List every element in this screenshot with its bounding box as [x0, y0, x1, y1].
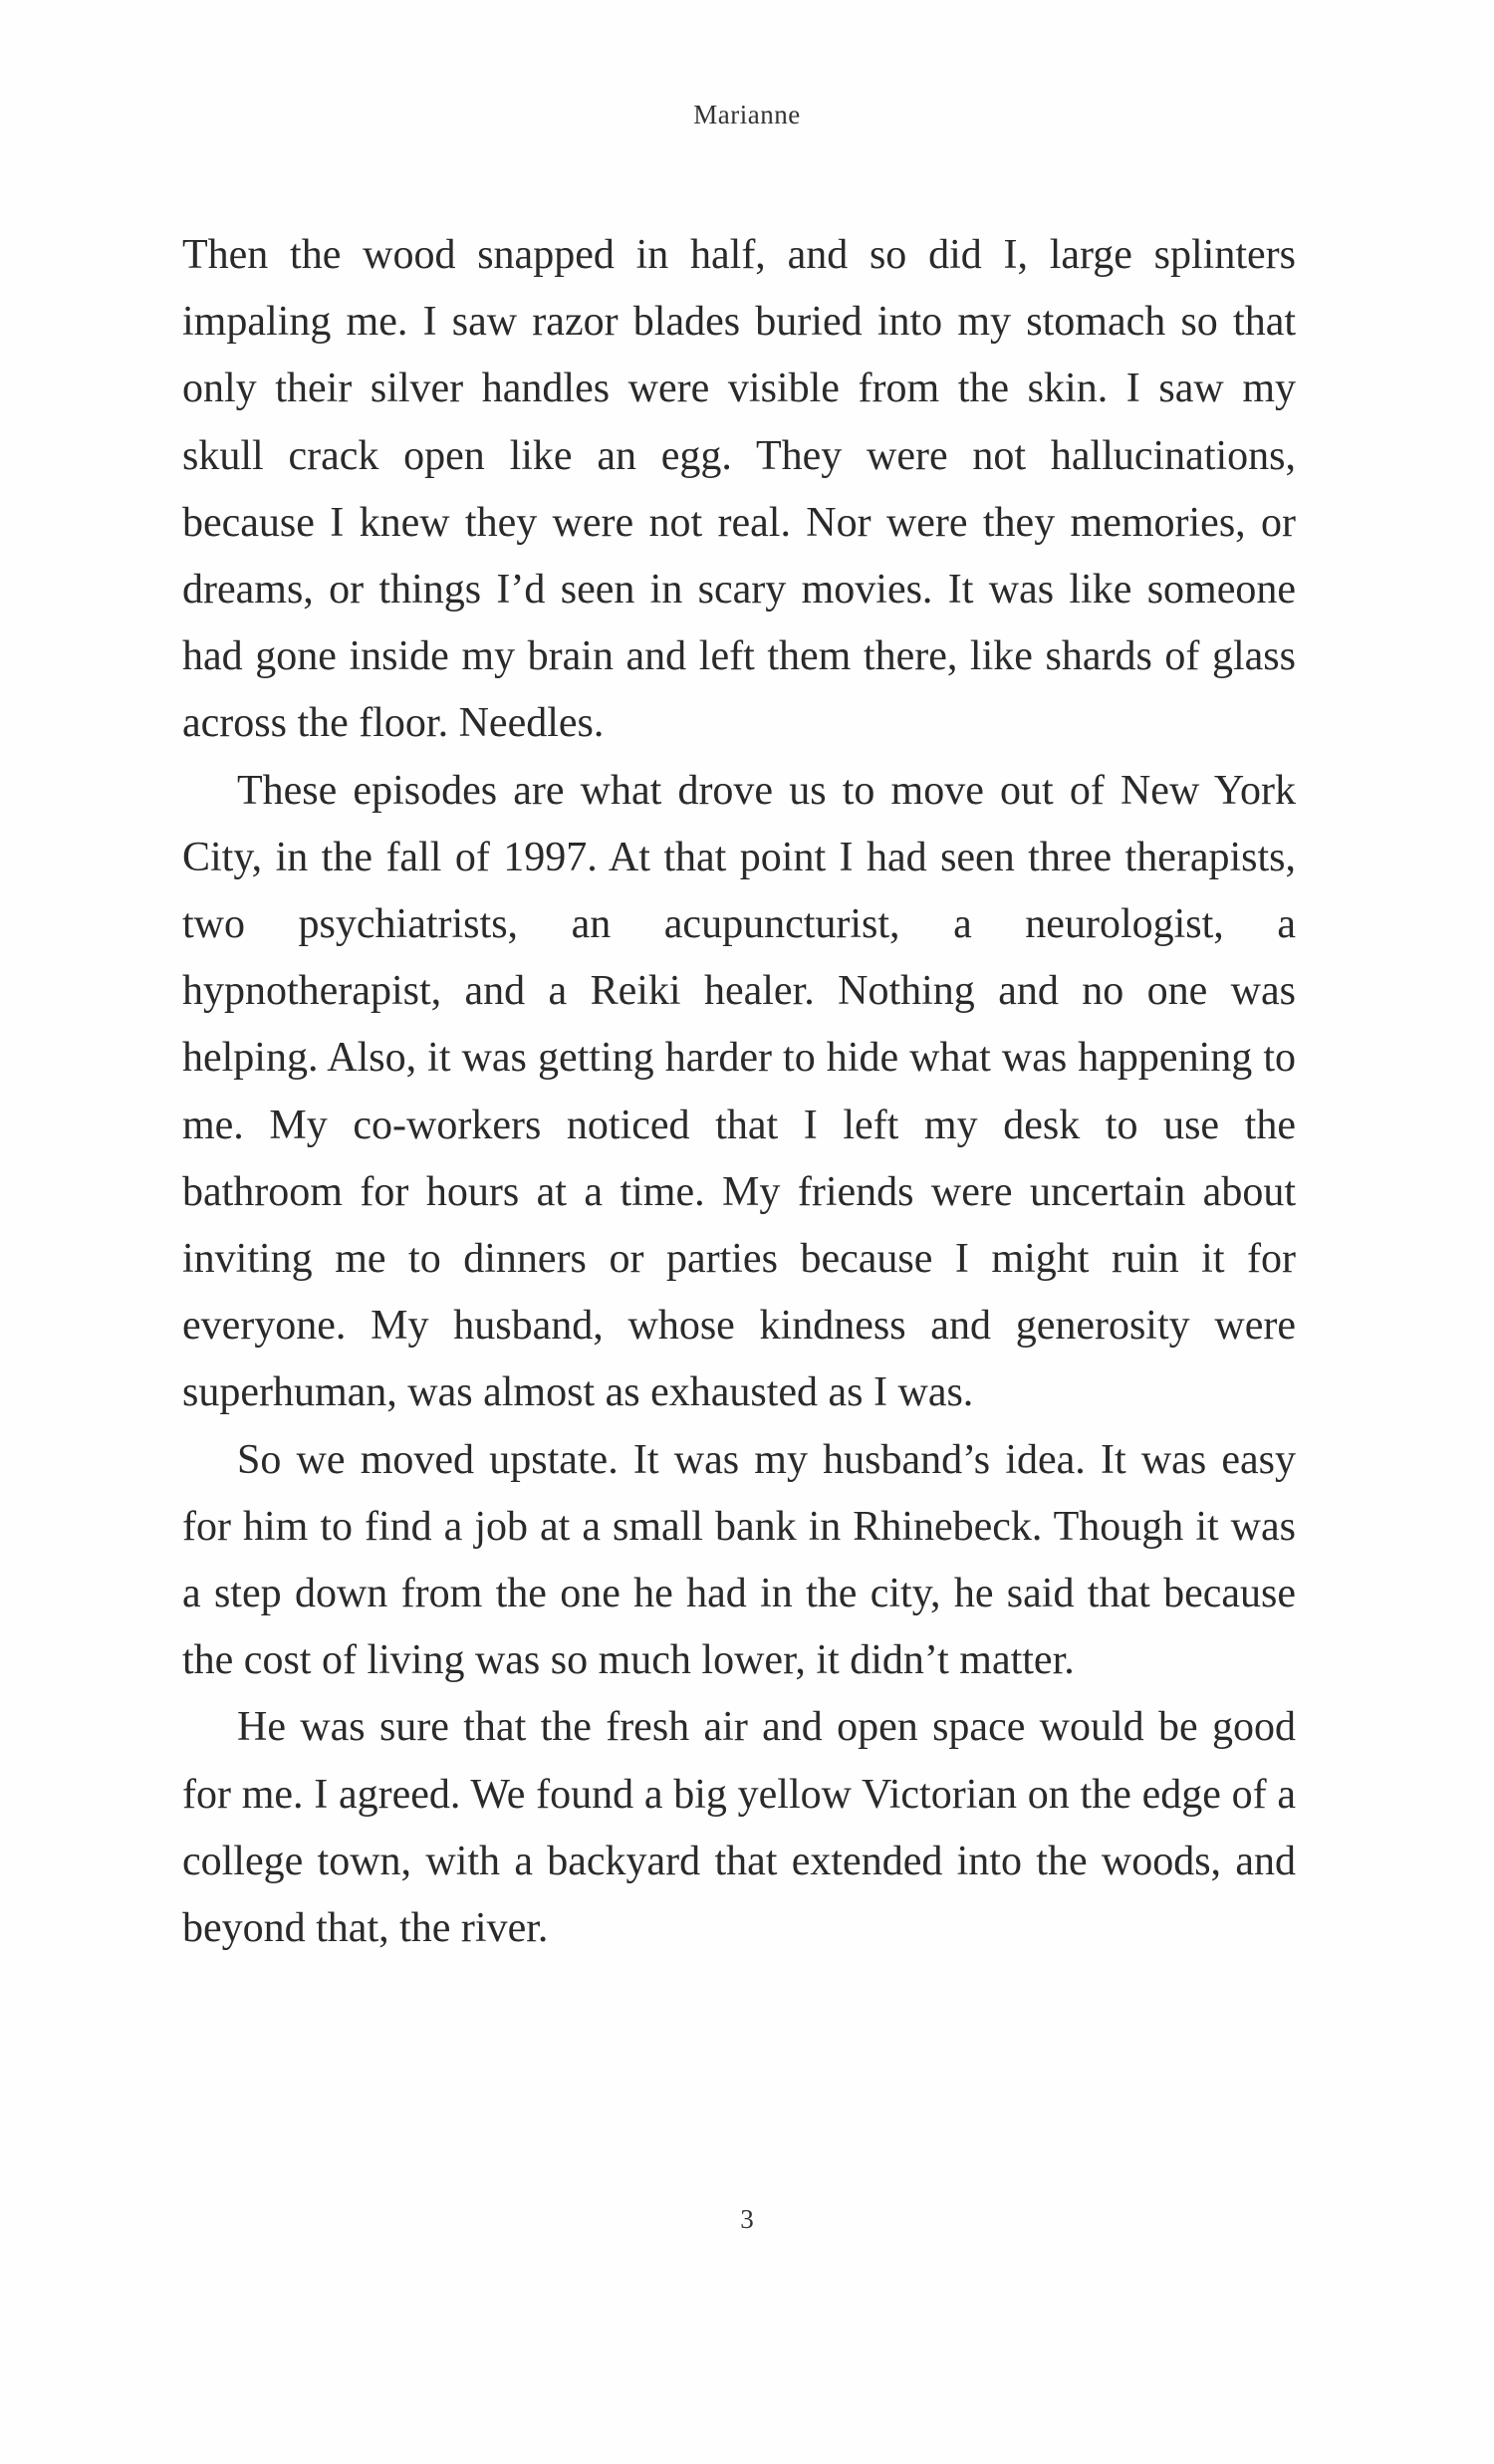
paragraph-2: These episodes are what drove us to move out of New York City, in the fall of 1997. At that point I had seen three therapists, two psychiatrists, an acupuncturist, a neurologist, a hypnotherapist, and a Reiki healer. Nothing and no one was helping. Also, it was getting harder to hide what was happening to me. My co-workers noticed that I left my desk to use the bathroom for hours at a time. My friends were uncertain about inviting me to dinners or parties because I might ruin it for everyone. My husband, whose kindness and generosity were superhuman, was almost as exhausted as I was.: [182, 767, 1296, 1416]
page-number: 3: [740, 2204, 754, 2234]
body-text: [182, 222, 1296, 1962]
paragraph-3: So we moved upstate. It was my husband’s idea. It was easy for him to find a job at a small bank in Rhinebeck. Though it was a step down from the one he had in the city, he said that because the cost of living was so much lower, it didn’t matter.: [182, 1436, 1296, 1684]
paragraph-1: Then the wood snapped in half, and so did I, large splinters impaling me. I saw razor blades buried into my stomach so that only their silver handles were visible from the skin. I saw my skull crack open like an egg. They were not hallucinations, because I knew they were not real. Nor were they memories, or dreams, or things I’d seen in scary movies. It was like someone had gone inside my brain and left them there, like shards of glass across the floor. Needles.: [182, 232, 1296, 747]
running-head: Marianne: [693, 100, 801, 129]
paragraph-4: He was sure that the fresh air and open space would be good for me. I agreed. We found a big yellow Victorian on the edge of a college town, with a backyard that extended into the woods, and beyond that, the river.: [182, 1704, 1296, 1952]
